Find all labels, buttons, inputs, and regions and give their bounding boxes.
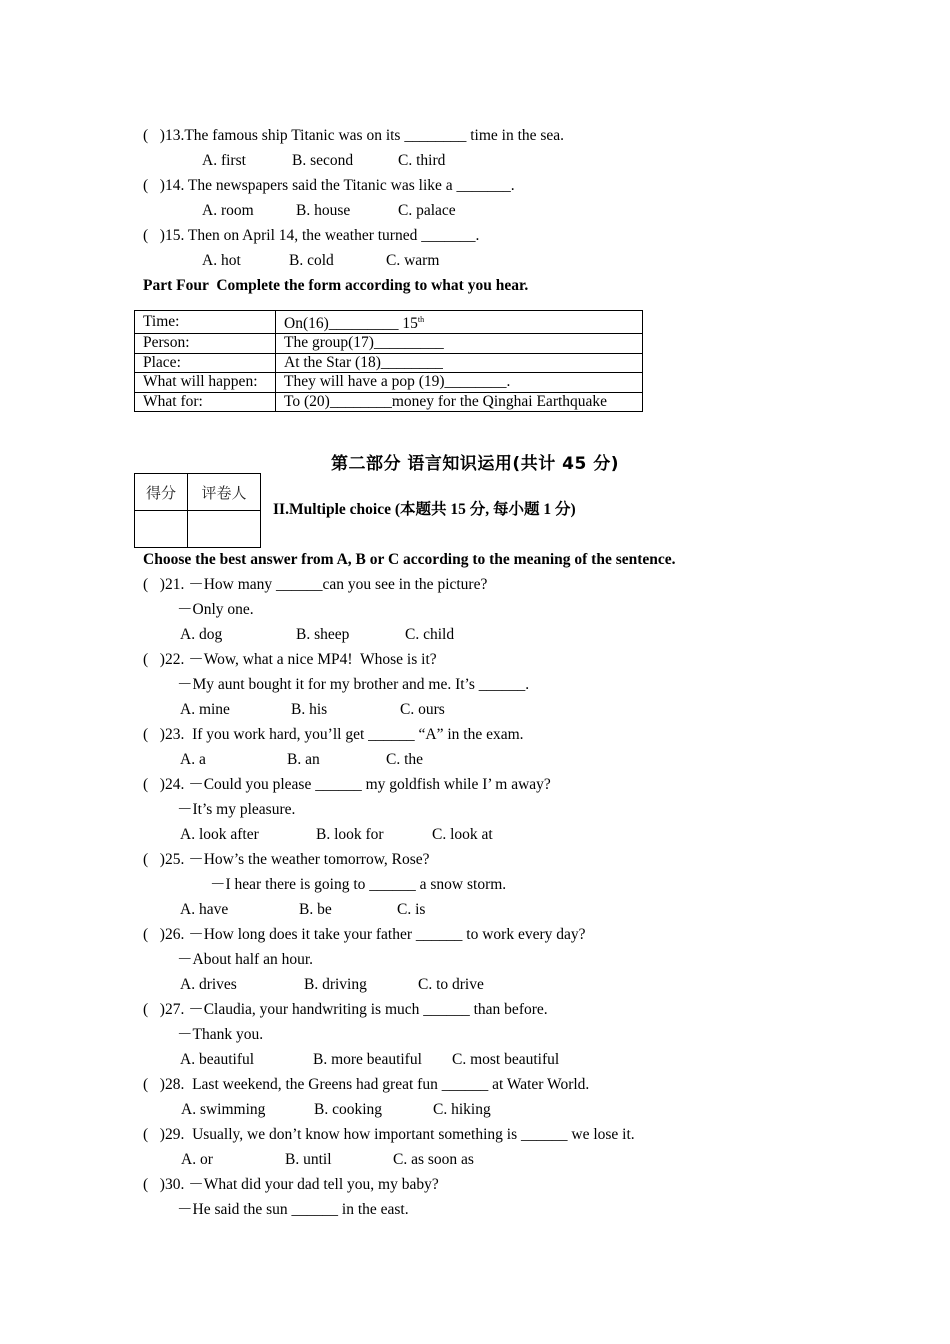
option-23-c: C. the	[386, 751, 424, 768]
option-15-a: A. hot	[202, 252, 241, 269]
option-26-c: C. to drive	[418, 976, 484, 993]
option-27-c: C. most beautiful	[452, 1051, 560, 1068]
question-15: ( )15. Then on April 14, the weather turned _______.	[143, 227, 480, 244]
option-14-b: B. house	[296, 202, 351, 219]
option-21-c: C. child	[405, 626, 455, 643]
option-22-c: C. ours	[400, 701, 445, 718]
question-30: ( )30. －What did your dad tell you, my baby?	[143, 1176, 439, 1193]
score-cell	[135, 511, 188, 548]
option-29-a: A. or	[181, 1151, 213, 1168]
response-22: －My aunt bought it for my brother and me. It’s ______.	[177, 676, 530, 693]
question-28: ( )28. Last weekend, the Greens had great fun ______ at Water World.	[143, 1076, 590, 1093]
question-26: ( )26. －How long does it take your father ______ to work every day?	[143, 926, 586, 943]
score-box	[134, 473, 261, 548]
option-24-c: C. look at	[432, 826, 493, 843]
option-15-b: B. cold	[289, 252, 334, 269]
question-27: ( )27. －Claudia, your handwriting is much ______ than before.	[143, 1001, 548, 1018]
form-label: Person:	[135, 334, 276, 354]
form-row-time	[135, 311, 643, 334]
option-22-a: A. mine	[180, 701, 230, 718]
form-label: What for:	[135, 392, 276, 412]
form-value: To (20)________money for the Qinghai Earthquake	[276, 392, 643, 412]
question-21: ( )21. －How many ______can you see in the picture?	[143, 576, 488, 593]
question-23: ( )23. If you work hard, you’ll get ______ “A” in the exam.	[143, 726, 524, 743]
option-24-a: A. look after	[180, 826, 259, 843]
option-24-b: B. look for	[316, 826, 384, 843]
form-value: The group(17)_________	[276, 334, 643, 354]
option-26-b: B. driving	[304, 976, 367, 993]
form-value: They will have a pop (19)________.	[276, 373, 643, 393]
option-25-a: A. have	[180, 901, 229, 918]
option-14-c: C. palace	[398, 202, 456, 219]
score-label: 得分	[135, 474, 188, 511]
option-13-b: B. second	[292, 152, 354, 169]
question-25: ( )25. －How’s the weather tomorrow, Rose?	[143, 851, 430, 868]
part-four-heading: Part Four Complete the form according to what you hear.	[143, 277, 529, 294]
option-14-a: A. room	[202, 202, 254, 219]
form-value-text: On(16)_________ 15	[284, 315, 418, 332]
option-28-c: C. hiking	[433, 1101, 491, 1118]
form-row-place	[135, 353, 643, 373]
option-26-a: A. drives	[180, 976, 237, 993]
option-28-a: A. swimming	[181, 1101, 266, 1118]
form-value	[276, 311, 643, 334]
response-25: －I hear there is going to ______ a snow storm.	[210, 876, 507, 893]
option-23-b: B. an	[287, 751, 320, 768]
option-27-b: B. more beautiful	[313, 1051, 422, 1068]
option-15-c: C. warm	[386, 252, 440, 269]
section-subtitle: II.Multiple choice (本题共 15 分, 每小题 1 分)	[273, 501, 576, 518]
option-29-c: C. as soon as	[393, 1151, 474, 1168]
response-27: －Thank you.	[177, 1026, 264, 1043]
question-22: ( )22. －Wow, what a nice MP4! Whose is it?	[143, 651, 437, 668]
option-28-b: B. cooking	[314, 1101, 383, 1118]
form-label: What will happen:	[135, 373, 276, 393]
option-13-a: A. first	[202, 152, 246, 169]
grader-cell	[188, 511, 261, 548]
option-27-a: A. beautiful	[180, 1051, 255, 1068]
response-30: －He said the sun ______ in the east.	[177, 1201, 409, 1218]
response-21: －Only one.	[177, 601, 254, 618]
option-29-b: B. until	[285, 1151, 332, 1168]
form-label: Place:	[135, 353, 276, 373]
option-23-a: A. a	[180, 751, 206, 768]
question-13: ( )13.The famous ship Titanic was on its ________ time in the sea.	[143, 127, 565, 144]
form-row-person	[135, 334, 643, 354]
question-29: ( )29. Usually, we don’t know how important something is ______ we lose it.	[143, 1126, 635, 1143]
option-21-a: A. dog	[180, 626, 223, 643]
option-25-c: C. is	[397, 901, 426, 918]
option-21-b: B. sheep	[296, 626, 350, 643]
response-26: －About half an hour.	[177, 951, 314, 968]
question-14: ( )14. The newspapers said the Titanic was like a _______.	[143, 177, 515, 194]
grader-label: 评卷人	[188, 474, 261, 511]
option-22-b: B. his	[291, 701, 328, 718]
option-13-c: C. third	[398, 152, 446, 169]
form-row-what-will-happen	[135, 373, 643, 393]
option-25-b: B. be	[299, 901, 332, 918]
form-value: At the Star (18)________	[276, 353, 643, 373]
ordinal-suffix: th	[417, 315, 425, 324]
form-row-what-for	[135, 392, 643, 412]
form-label: Time:	[135, 311, 276, 334]
listening-form-table	[134, 310, 643, 412]
section-two-title: 第二部分 语言知识运用(共计 45 分)	[331, 454, 619, 474]
instruction: Choose the best answer from A, B or C according to the meaning of the sentence.	[143, 551, 676, 568]
response-24: －It’s my pleasure.	[177, 801, 296, 818]
question-24: ( )24. －Could you please ______ my goldfish while I’ m away?	[143, 776, 551, 793]
